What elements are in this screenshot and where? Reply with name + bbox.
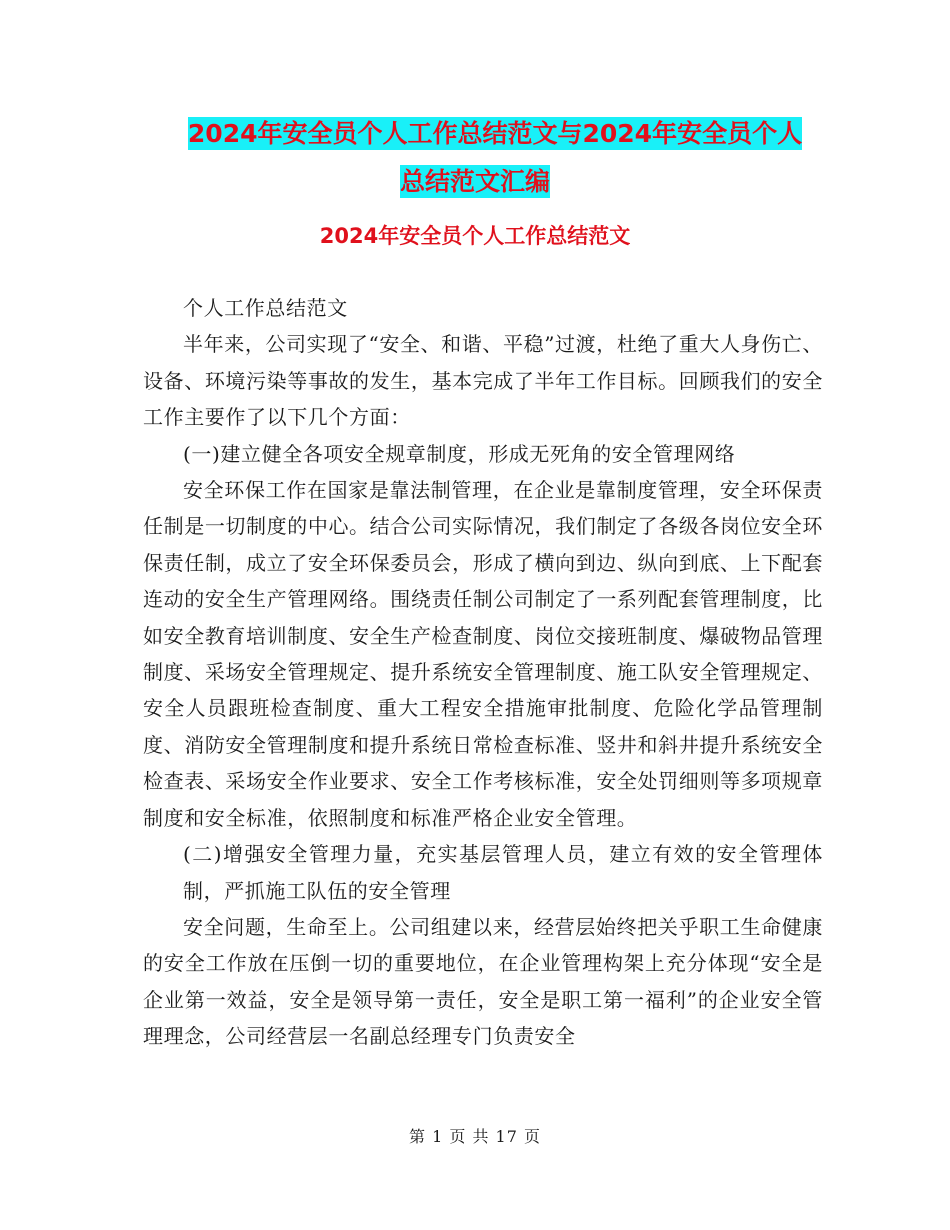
- document-body: [143, 290, 823, 1055]
- paragraph-intro-label: 个人工作总结范文: [183, 296, 348, 320]
- page-number-footer: 第 1 页 共 17 页: [409, 1127, 541, 1146]
- paragraph-safety-first: 安全问题，生命至上。公司组建以来，经营层始终把关乎职工生命健康的安全工作放在压倒一切的重要地位，在企业管理构架上充分体现“安全是企业第一效益，安全是领导第一责任，安全是职工第一福利”的企业安全管理理念，公司经营层一名副总经理专门负责安全: [143, 914, 823, 1049]
- document-title-line1: 2024年安全员个人工作总结范文与2024年安全员个人: [187, 119, 803, 148]
- paragraph-system-rules: 安全环保工作在国家是靠法制管理，在企业是靠制度管理，安全环保责任制是一切制度的中心。结合公司实际情况，我们制定了各级各岗位安全环保责任制，成立了安全环保委员会，形成了横向到边、纵向到底、上下配套连动的安全生产管理网络。围绕责任制公司制定了一系列配套管理制度，比如安全教育培训制度、安全生产检查制度、岗位交接班制度、爆破物品管理制度、采场安全管理规定、提升系统安全管理制度、施工队安全管理规定、安全人员跟班检查制度、重大工程安全措施审批制度、危险化学品管理制度、消防安全管理制度和提升系统日常检查标准、竖井和斜井提升系统安全检查表、采场安全作业要求、安全工作考核标准，安全处罚细则等多项规章制度和安全标准，依照制度和标准严格企业安全管理。: [143, 478, 823, 830]
- subheading-two: (二)增强安全管理力量，充实基层管理人员，建立有效的安全管理体制，严抓施工队伍的安全管理: [183, 842, 823, 903]
- paragraph-overview: 半年来，公司实现了“安全、和谐、平稳”过渡，杜绝了重大人身伤亡、设备、环境污染等事故的发生，基本完成了半年工作目标。回顾我们的安全工作主要作了以下几个方面：: [143, 332, 823, 430]
- document-title-line2: 总结范文汇编: [399, 167, 550, 196]
- document-title: [0, 110, 950, 206]
- section-title: 2024年安全员个人工作总结范文: [319, 224, 631, 248]
- subheading-one: (一)建立健全各项安全规章制度，形成无死角的安全管理网络: [183, 441, 736, 466]
